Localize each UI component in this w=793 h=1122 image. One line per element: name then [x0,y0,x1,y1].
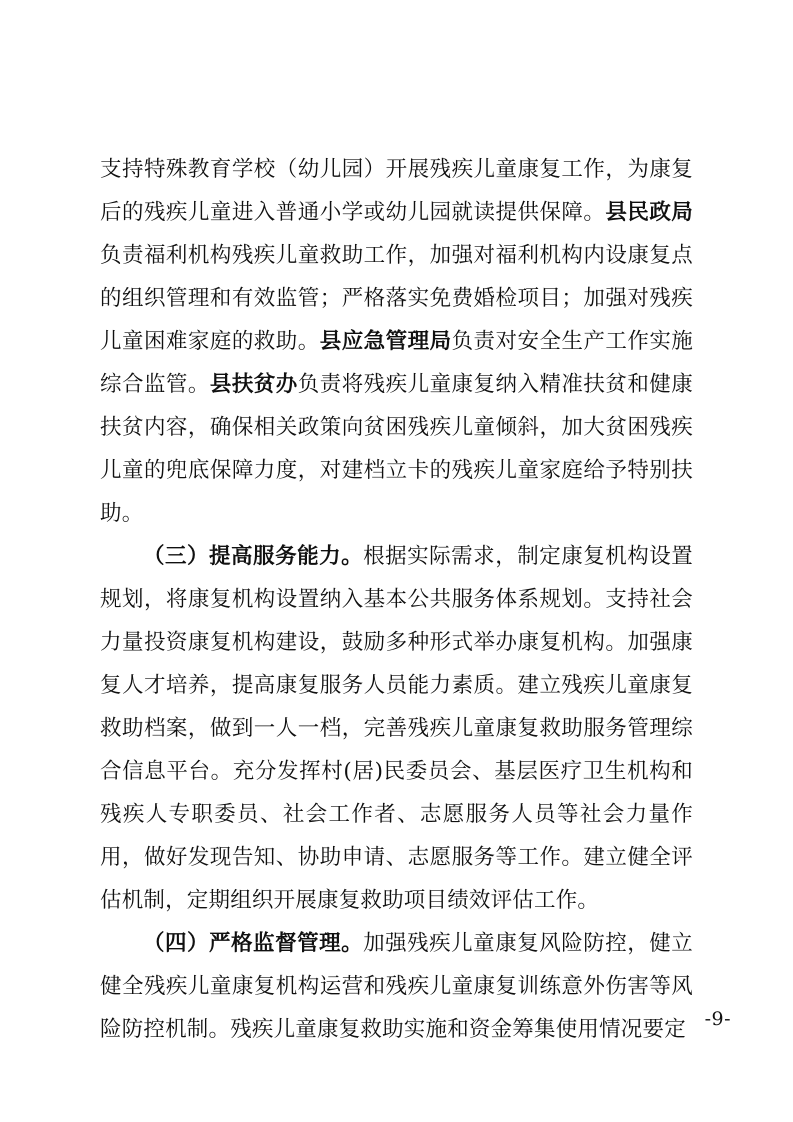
emphasis-text: （三）提高服务能力。 [143,544,364,569]
emphasis-text: 县扶贫办 [209,372,298,397]
paragraph [100,148,693,535]
body-text: 负责福利机构残疾儿童救助工作，加强对福利机构内设康复点的组织管理和有效监管；严格落实免费婚检项目；加强对残疾儿童困难家庭的救助。 [100,243,693,354]
body-text: 负责将残疾儿童康复纳入精准扶贫和健康扶贫内容，确保相关政策向贫困残疾儿童倾斜，加大贫困残疾儿童的兜底保障力度，对建档立卡的残疾儿童家庭给予特别扶助。 [100,372,693,526]
document-body [100,148,693,1051]
paragraph [100,922,693,1051]
emphasis-text: 县民政局 [605,200,693,225]
body-text: 根据实际需求，制定康复机构设置规划，将康复机构设置纳入基本公共服务体系规划。支持社会力量投资康复机构建设，鼓励多种形式举办康复机构。加强康复人才培养，提高康复服务人员能力素质。建立残疾儿童康复救助档案，做到一人一档，完善残疾儿童康复救助服务管理综合信息平台。充分发挥村(居)民委员会、基层医疗卫生机构和残疾人专职委员、社会工作者、志愿服务人员等社会力量作用，做好发现告知、协助申请、志愿服务等工作。建立健全评估机制，定期组织开展康复救助项目绩效评估工作。 [100,544,693,913]
body-text: 加强残疾儿童康复风险防控，健立健全残疾儿童康复机构运营和残疾儿童康复训练意外伤害等风险防控机制。残疾儿童康复救助实施和资金筹集使用情况要定 [100,931,693,1042]
body-text: 支持特殊教育学校（幼儿园）开展残疾儿童康复工作，为康复后的残疾儿童进入普通小学或幼儿园就读提供保障。 [100,157,693,225]
body-text: 负责对安全生产工作实施综合监管。 [100,329,694,397]
paragraph [100,535,693,922]
emphasis-text: 县应急管理局 [319,329,452,354]
emphasis-text: （四）严格监督管理。 [143,931,364,956]
page-number: -9- [704,1008,731,1030]
